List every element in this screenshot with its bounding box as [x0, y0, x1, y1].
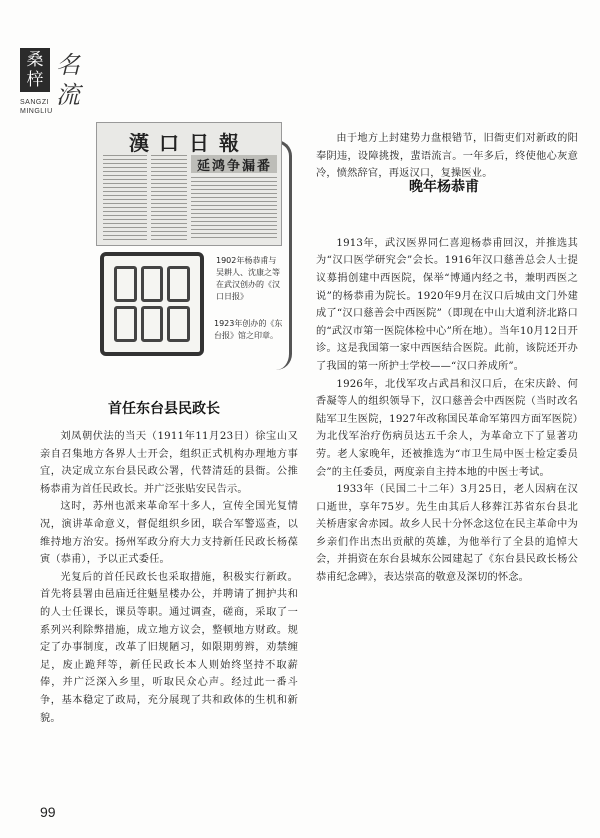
seal-glyph [114, 266, 137, 302]
seal-characters [112, 264, 192, 344]
seal-glyph [167, 306, 190, 342]
seal-image [100, 252, 204, 356]
seal-glyph [114, 306, 137, 342]
logo-script-liu: 流 [56, 81, 80, 109]
newspaper-column [151, 155, 187, 241]
paragraph: 1913年，武汉医界同仁喜迎杨恭甫回汉，并推选其为“汉口医学研究会”会长。1916年汉口慈善总会人士提议募捐创建中西医院，保举“博通内经之书，兼明西医之说”的杨恭甫为院长。1920年9月在汉口后城由文门外建成了“汉口慈善会中西医院”（即现在中山大道利济北路口的“武汉市第一医院体检中心”所在地）。当年10月12日开诊。这是我国第一家中西医结合医院。此前，该院还开办了我国的第一所护士学校——“汉口养成所”。 [316, 237, 578, 372]
logo-latin [20, 98, 53, 116]
logo-latin-sangzi: SANGZI [20, 99, 50, 106]
newspaper-column [191, 177, 277, 241]
logo-char-sang: 桑 [26, 50, 44, 70]
paragraph: 这时，苏州也派来革命军十多人，宣传全国光复情况，演讲革命意义，督促组织乡团，联合军警巡查，以维持地方治安。扬州军政分府大力支持新任民政长杨葆寅（恭甫），予以正式委任。 [40, 501, 298, 566]
right-column [316, 130, 578, 587]
section-heading-right: 晚年杨恭甫 [409, 179, 479, 195]
seal-glyph [167, 266, 190, 302]
paragraph: 刘凤朝伏法的当天（1911年11月23日）徐宝山又亲自召集地方各界人士开会，组织正式机构办理地方事宜，决定成立东台县民政公署，代替清廷的县衙。公推杨恭甫为首任民政长。并广泛张贴安民告示。 [40, 431, 298, 495]
newspaper-image [96, 122, 282, 246]
newspaper-masthead: 漢口日報 [129, 131, 249, 155]
newspaper-headline: 延鸿争漏番 [197, 159, 273, 174]
paragraph: 1926年，北伐军攻占武昌和汉口后，在宋庆龄、何香凝等人的组织领导下，汉口慈善会中西医院（当时改名陆军卫生医院，1927年改称国民革命军第四方面军医院）为北伐军治疗伤病员达五千余人，为革命立下了显著功劳。老人家晚年，还被推选为“市卫生局中医士检定委员会”的主任委员，两度亲自主持本地的中医士考试。 [316, 378, 578, 478]
page-number: 99 [40, 804, 56, 820]
seal-glyph [141, 266, 164, 302]
newspaper-column [103, 155, 147, 241]
newspaper-caption: 1902年杨恭甫与吴耕人、沈康之等在武汉创办的《汉口日报》 [216, 256, 280, 301]
seal-glyph [141, 306, 164, 342]
logo-script [56, 50, 86, 130]
left-column [40, 428, 298, 727]
paragraph: 由于地方上封建势力盘根错节，旧衙吏们对新政的阳奉阴违，设障挑拨，蜚语流言。一年多后，终使他心灰意冷，愤然辞官，再返汉口，复操医业。 [316, 133, 578, 180]
logo-latin-mingliu: MINGLIU [20, 108, 53, 115]
column-logo [20, 48, 90, 128]
logo-block [20, 48, 50, 92]
paragraph: 光复后的首任民政长也采取措施，积极实行新政。首先将县署由邑庙迁往魁星楼办公，并聘请了拥护共和的人士任课长，课员等职。通过调查，磋商，采取了一系列兴利除弊措施，成立地方议会，整顿地方财政。规定了办事制度，改革了旧规陋习，如限期剪辫，劝禁缠足，废止跪拜等，新任民政长本人则始终坚持不取薪俸，并广泛深入乡里，听取民众心声。经过此一番斗争，基本稳定了政局，充分展现了共和政体的生机和新貌。 [40, 571, 298, 724]
paragraph: 1933年（民国二十二年）3月25日，老人因病在汉口逝世，享年75岁。先生由其后人移葬江苏省东台县北关桥唐家舍赤园。故乡人民十分怀念这位在民主革命中为乡亲们作出杰出贡献的英雄，为他举行了全县的追悼大会，并捐资在东台县城东公园建起了《东台县民政长杨公恭甫纪念碑》，表达崇高的敬意及深切的怀念。 [316, 484, 578, 584]
logo-script-ming: 名 [56, 51, 80, 79]
logo-char-zi: 梓 [26, 70, 44, 90]
section-heading-left: 首任东台县民政长 [108, 401, 220, 417]
seal-caption: 1923年创办的《东台报》馆之印章。 [214, 319, 283, 340]
